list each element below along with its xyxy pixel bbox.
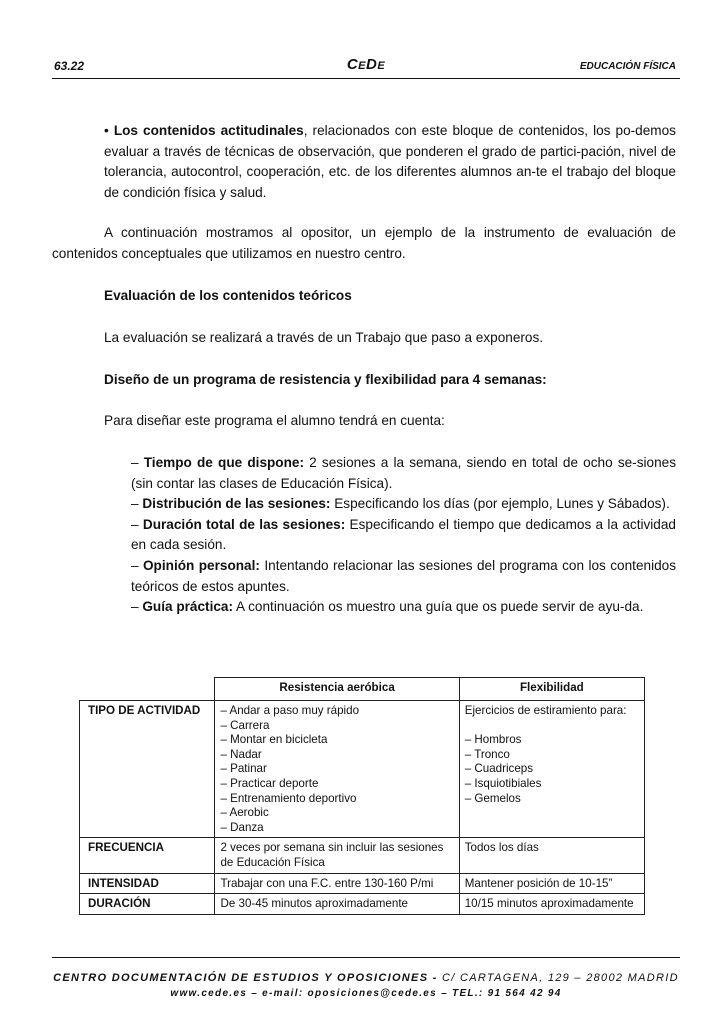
table-cell: Mantener posición de 10-15” bbox=[459, 873, 644, 894]
subject-title: EDUCACIÓN FÍSICA bbox=[579, 61, 676, 72]
table-cell: 10/15 minutos aproximadamente bbox=[459, 894, 644, 915]
table-cell: De 30-45 minutos aproximadamente bbox=[215, 894, 459, 915]
list-item: – Tiempo de que dispone: 2 sesiones a la semana, siendo en total de ocho se-siones (sin contar las clases de Educación Física). bbox=[131, 455, 676, 491]
paragraph-design: Para diseñar este programa el alumno tendrá en cuenta: bbox=[104, 413, 445, 428]
paragraph-evaluation: La evaluación se realizará a través de un Trabajo que paso a exponeros. bbox=[104, 330, 544, 345]
page-header bbox=[52, 58, 680, 78]
list-item: – Isquiotibiales bbox=[464, 776, 542, 790]
table-cell: Todos los días bbox=[459, 838, 644, 873]
table-cell: 2 veces por semana sin incluir las sesiones de Educación Física bbox=[215, 838, 459, 873]
list-item: – Opinión personal: Intentando relacionar las sesiones del programa con los contenidos teóricos de estos apuntes. bbox=[131, 557, 677, 594]
table-cell bbox=[459, 701, 644, 838]
list-item: – Hombros bbox=[464, 733, 522, 747]
column-header-flexibility: Flexibilidad bbox=[459, 678, 644, 701]
footer-contact: www.cede.es – e-mail: oposiciones@cede.es – TEL.: 91 564 42 94 bbox=[170, 988, 562, 999]
attitudinal-heading: Los contenidos actitudinales bbox=[113, 123, 304, 138]
list-item: – Tronco bbox=[464, 747, 510, 761]
table-row bbox=[80, 701, 645, 838]
table-row bbox=[80, 838, 645, 873]
brand-logo: CEDE bbox=[346, 56, 386, 73]
list-item: Ejercicios de estiramiento para: bbox=[464, 704, 627, 717]
paragraph-attitudinal: • Los contenidos actitudinales, relacionados con este bloque de contenidos, los po-demos evaluar a través de técnicas de observación, que ponderen el grado de partici-pación, nivel de tolerancia, autocontrol, cooperación, etc. de los diferentes alumnos an-te el trabajo del bloque de condición física y salud. bbox=[104, 123, 676, 200]
section-heading-theory: Evaluación de los contenidos teóricos bbox=[104, 288, 352, 303]
list-item: – Carrera bbox=[220, 718, 270, 732]
table-cell: Trabajar con una F.C. entre 130-160 P/mi bbox=[215, 873, 459, 894]
list-item: – Guía práctica: A continuación os muestro una guía que os puede servir de ayu-da. bbox=[131, 599, 644, 615]
footer-divider bbox=[52, 957, 680, 958]
table-row bbox=[80, 873, 645, 894]
table-cell bbox=[215, 701, 459, 838]
table-header-row bbox=[80, 678, 645, 701]
footer-address: CENTRO DOCUMENTACIÓN DE ESTUDIOS Y OPOSICIONES - C/ CARTAGENA, 129 – 28002 MADRID bbox=[53, 972, 679, 984]
paragraph-intro: A continuación mostramos al opositor, un ejemplo de la instrumento de evaluación de contenidos conceptuales que utilizamos en nuestro centro. bbox=[52, 225, 676, 261]
table-row bbox=[80, 894, 645, 915]
list-item: – Duración total de las sesiones: Especificando el tiempo que dedicamos a la actividad en cada sesión. bbox=[131, 516, 676, 553]
header-divider bbox=[52, 78, 680, 79]
list-item: – Practicar deporte bbox=[220, 776, 319, 790]
table-corner-cell bbox=[80, 678, 215, 701]
row-label: TIPO DE ACTIVIDAD bbox=[80, 701, 215, 838]
section-heading-program: Diseño de un programa de resistencia y flexibilidad para 4 semanas: bbox=[104, 372, 547, 387]
list-item: – Distribución de las sesiones: Especificando los días (por ejemplo, Lunes y Sábados). bbox=[131, 496, 670, 512]
list-item: – Entrenamiento deportivo bbox=[220, 791, 357, 805]
list-item: – Montar en bicicleta bbox=[220, 733, 328, 747]
criteria-list bbox=[131, 453, 676, 618]
list-item: – Aerobic bbox=[220, 806, 269, 820]
list-item: – Andar a paso muy rápido bbox=[220, 704, 360, 717]
row-label: DURACIÓN bbox=[80, 894, 215, 915]
list-item: – Nadar bbox=[220, 747, 262, 761]
list-item: – Cuadriceps bbox=[464, 762, 534, 776]
list-item: – Patinar bbox=[220, 762, 267, 776]
row-label: INTENSIDAD bbox=[80, 873, 215, 894]
list-item: – Gemelos bbox=[464, 791, 521, 805]
list-item: – Danza bbox=[220, 820, 264, 834]
column-header-resistance: Resistencia aeróbica bbox=[215, 678, 459, 701]
row-label: FRECUENCIA bbox=[80, 838, 215, 873]
page-number: 63.22 bbox=[54, 59, 85, 73]
list-item bbox=[465, 719, 640, 734]
program-table bbox=[79, 677, 645, 915]
